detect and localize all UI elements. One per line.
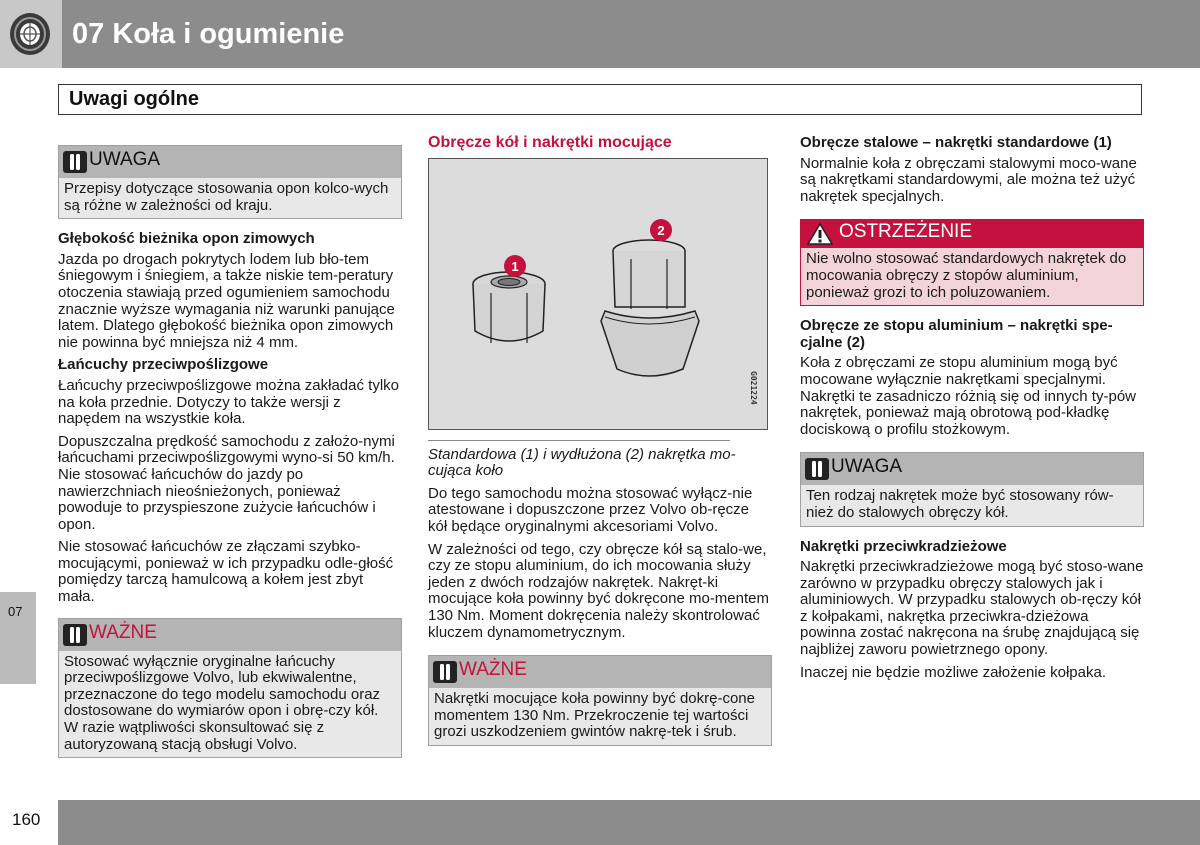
note-label: UWAGA <box>89 149 161 170</box>
figure-label-1: 1 <box>511 258 519 274</box>
important-icon <box>432 660 458 684</box>
chains-paragraph-1: Łańcuchy przeciwpoślizgowe można zakładać tylko na koła przednie. Dotyczy to także wersji z napędem na wszystkie koła. <box>58 376 400 428</box>
note-box <box>58 145 402 219</box>
important-text-2: Nakrętki mocujące koła powinny być dokrę-cone momentem 130 Nm. Przekroczenie tej wartości grozi uszkodzeniem gwintów nakrę-tek i śrub. <box>429 688 771 745</box>
chapter-side-tab-label: 07 <box>8 604 23 619</box>
winter-heading: Głębokość bieżnika opon zimowych <box>58 230 315 248</box>
steel-rims-text: Normalnie koła z obręczami stalowymi moco-wane są nakrętkami standardowymi, ale można też użyć nakrętek specjalnych. <box>800 154 1137 205</box>
tire-wheel-icon <box>8 11 52 57</box>
warning-label: OSTRZEŻENIE <box>839 221 973 243</box>
winter-text: Jazda po drogach pokrytych lodem lub bło-tem śniegowym i śniegiem, a także niskie tem-peratury otoczenia stawiają przed ogumieniem samochodu znacznie wyższe wymagania niż warunki panujące latem. Dlatego głębokość bieżnika opon zimowych nie powinna być mniejsza niż 4 mm. <box>58 250 395 351</box>
steel-rims-heading: Obręcze stalowe – nakrętki standardowe (1) <box>800 134 1112 151</box>
alu-rims-heading: Obręcze ze stopu aluminium – nakrętki spe-cjalne (2) <box>800 317 1113 351</box>
wheel-nuts-figure <box>428 158 768 430</box>
warning-header <box>801 220 1143 248</box>
anti-theft-heading: Nakrętki przeciwkradzieżowe <box>800 537 1007 555</box>
anti-theft-text-2: Inaczej nie będzie możliwe założenie kołpaka. <box>800 663 1107 681</box>
warning-text: Nie wolno stosować standardowych nakrętek do mocowania obręczy z stopów aluminium, ponieważ grozi to ich poluzowaniem. <box>801 248 1143 305</box>
warning-box <box>800 219 1144 306</box>
figure-code: G021224 <box>749 370 758 405</box>
note-box-2 <box>800 452 1144 526</box>
rims-heading: Obręcze kół i nakrętki mocujące <box>428 134 672 151</box>
important-label-2: WAŻNE <box>459 659 527 681</box>
page-number: 160 <box>12 810 41 829</box>
section-title: Uwagi ogólne <box>69 88 199 110</box>
note-text-2: Ten rodzaj nakrętek może być stosowany rów-nież do stalowych obręczy kół. <box>801 485 1143 525</box>
extended-nut-drawing <box>601 240 699 376</box>
chapter-title: 07 Koła i ogumienie <box>72 18 345 50</box>
warning-triangle-icon <box>807 222 833 246</box>
figure-label-2: 2 <box>657 222 665 238</box>
middle-paragraph-2: W zależności od tego, czy obręcze kół są stalo-we, czy ze stopu aluminium, do ich mocowania służy jeden z dwóch rodzajów nakrętek. Nakręt-ki mocujące koła powinny być dokręcone mo-mentem 130 Nm. Moment dokręcenia należy skontrolować kluczem dynamometrycznym. <box>428 540 769 641</box>
important-box <box>58 618 402 759</box>
left-column <box>58 145 402 770</box>
right-column <box>800 135 1144 687</box>
middle-column <box>428 135 772 758</box>
standard-nut-drawing <box>473 272 545 343</box>
figure-caption: Standardowa (1) i wydłużona (2) nakrętka mo-cująca koło <box>428 445 736 480</box>
note-label-2: UWAGA <box>831 456 903 478</box>
important-header <box>59 619 401 651</box>
important-icon <box>62 623 88 647</box>
section-title-box <box>58 84 1142 115</box>
important-label: WAŻNE <box>89 621 157 643</box>
caption-divider <box>428 440 730 441</box>
note-header-2 <box>801 453 1143 485</box>
note-text: Przepisy dotyczące stosowania opon kolco-wych są różne w zależności od kraju. <box>59 178 401 218</box>
wheel-nuts-illustration <box>429 159 766 428</box>
page-number-box <box>0 800 58 845</box>
important-box-2 <box>428 655 772 746</box>
chains-paragraph-3: Nie stosować łańcuchów ze złączami szybko-mocującymi, ponieważ w ich przypadku odle-głość pomiędzy tarczą hamulcową a kołem jest zbyt mała. <box>58 538 394 606</box>
anti-theft-text: Nakrętki przeciwkradzieżowe mogą być stoso-wane zarówno w przypadku obręczy stalowych jak i aluminiowych. W przypadku stalowych ob-ręczy kół z kołpakami, nakrętka przeciwkra-dzieżowa powinna zostać nakręcona na śrubę znajdującą się najbliżej zaworu powietrznego opony. <box>800 558 1144 659</box>
page-footer <box>0 800 1200 845</box>
chains-paragraph-2: Dopuszczalna prędkość samochodu z założo-nymi łańcuchami przeciwpoślizgowymi wyno-si 50 km/h. Nie stosować łańcuchów do jazdy po nawierzchniach nieośnieżonych, ponieważ powoduje to przyspieszone zużycie łańcuchów i opon. <box>58 432 395 533</box>
middle-paragraph-1: Do tego samochodu można stosować wyłącz-nie atestowane i dopuszczone przez Volvo ob-ręcze kół będące oryginalnymi akcesoriami Volvo. <box>428 484 753 535</box>
note-icon <box>62 150 88 174</box>
note-icon <box>804 457 830 481</box>
important-header-2 <box>429 656 771 688</box>
chapter-side-tab <box>0 592 36 684</box>
header-icon-box <box>0 0 62 68</box>
alu-rims-text: Koła z obręczami ze stopu aluminium mogą być mocowane wyłącznie nakrętkami specjalnymi. Nakrętki te zasadniczo różnią się od innych ty-pów nakrętek, ponieważ mają obrotową pod-kładkę dociskową o profilu stożkowym. <box>800 354 1136 438</box>
chains-heading: Łańcuchy przeciwpoślizgowe <box>58 356 269 374</box>
important-text: Stosować wyłącznie oryginalne łańcuchy przeciwpoślizgowe Volvo, lub ekwiwalentne, przeznaczone do tego modelu samochodu oraz dostosowane do wymiarów opon i obrę-czy kół. W razie wątpliwości skonsultować się z autoryzowaną stacją obsługi Volvo. <box>59 651 401 758</box>
note-header <box>59 146 401 178</box>
chapter-header <box>0 0 1200 68</box>
